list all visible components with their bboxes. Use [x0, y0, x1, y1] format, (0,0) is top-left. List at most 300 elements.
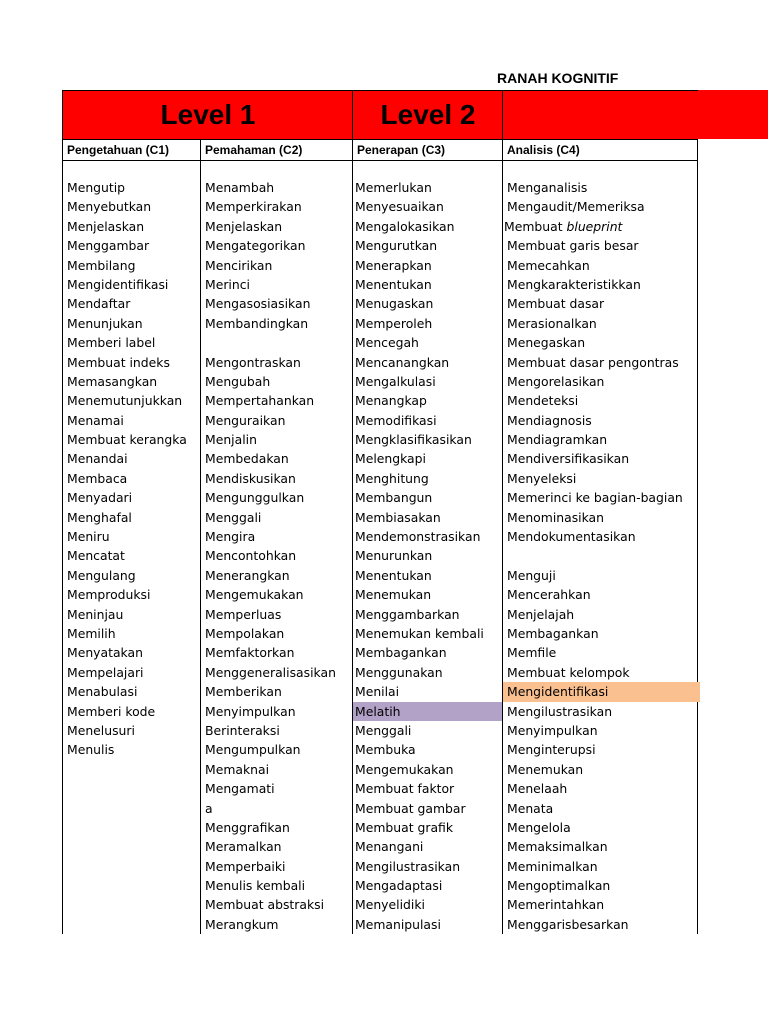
- list-item-text: Mendiskusikan: [205, 470, 296, 486]
- list-item-text: Memproduksi: [67, 587, 151, 603]
- list-item: [67, 333, 197, 352]
- list-item-text: Menemukan kembali: [355, 625, 484, 641]
- list-item: [355, 624, 502, 643]
- list-item: [503, 779, 698, 798]
- list-item-text: a: [205, 800, 213, 816]
- list-item: [355, 643, 502, 662]
- list-item: [205, 566, 350, 585]
- verb-list-c1: [67, 178, 197, 760]
- list-item-text: Mengategorikan: [205, 238, 306, 254]
- list-item: [355, 818, 502, 837]
- list-item: [355, 857, 502, 876]
- list-item: [205, 799, 350, 818]
- list-item-text: Menemukan: [355, 587, 432, 603]
- list-item-text: Mencegah: [355, 335, 419, 351]
- list-item-text: Menyimpulkan: [205, 703, 296, 719]
- list-item-text: Menelaah: [507, 781, 568, 797]
- list-item: [205, 915, 350, 934]
- list-item-text: Memperluas: [205, 606, 282, 622]
- sheet-title: RANAH KOGNITIF: [497, 70, 619, 86]
- border-top: [62, 90, 698, 91]
- list-item-text: Mengubah: [205, 373, 271, 389]
- list-item-text: Memaknai: [205, 761, 270, 777]
- list-item: [205, 760, 350, 779]
- list-item-text: Merinci: [205, 276, 250, 292]
- list-item: [503, 391, 698, 410]
- list-item: [355, 566, 502, 585]
- list-item: [503, 857, 698, 876]
- list-item-text: Membuat dasar pengontras: [507, 354, 679, 370]
- list-item: [67, 372, 197, 391]
- list-item: [205, 314, 350, 333]
- list-item-text: Meramalkan: [205, 839, 282, 855]
- list-item-text: Menggali: [355, 722, 412, 738]
- list-item-text: Mengasosiasikan: [205, 296, 311, 312]
- column-header-c3: Penerapan (C3): [357, 143, 446, 157]
- list-item-text: Mengumpulkan: [205, 742, 301, 758]
- list-item: [355, 411, 502, 430]
- list-item-text: Menunjukan: [67, 315, 143, 331]
- list-item-text: Mengidentifikasi: [67, 276, 169, 292]
- list-item-text: Membuat indeks: [67, 354, 170, 370]
- list-item: [355, 178, 502, 197]
- list-item: [205, 449, 350, 468]
- list-item-text: Menurunkan: [355, 548, 433, 564]
- list-item-text: Membilang: [67, 257, 136, 273]
- list-item: [205, 818, 350, 837]
- column-header-c1: Pengetahuan (C1): [67, 143, 170, 157]
- list-item: [503, 876, 698, 895]
- list-item: [67, 605, 197, 624]
- list-item: [67, 527, 197, 546]
- list-item: [205, 702, 350, 721]
- list-item-text: Membuat gambar: [355, 800, 466, 816]
- list-item-text: Menandai: [67, 451, 128, 467]
- list-item: [355, 353, 502, 372]
- list-item: [355, 837, 502, 856]
- list-item: [355, 760, 502, 779]
- list-item-text: Menabulasi: [67, 684, 138, 700]
- list-item-text: Merangkum: [205, 916, 279, 932]
- list-item: [355, 314, 502, 333]
- list-item: [205, 624, 350, 643]
- list-item: [503, 566, 698, 585]
- list-item: [67, 294, 197, 313]
- list-item-text: Memasangkan: [67, 373, 158, 389]
- list-item-text: Membuat garis besar: [507, 238, 639, 254]
- list-item-text: Menominasikan: [507, 509, 605, 525]
- list-item-text: Mempelajari: [67, 664, 144, 680]
- list-item-text: Membiasakan: [355, 509, 441, 525]
- list-item-text: Menegaskan: [507, 335, 586, 351]
- list-item: [355, 256, 502, 275]
- level-2-header: Level 2: [380, 98, 476, 130]
- list-item: [205, 372, 350, 391]
- list-item-text: Menyeleksi: [507, 470, 577, 486]
- list-item-text: Memperkirakan: [205, 199, 302, 215]
- italic-term: blueprint: [566, 218, 623, 234]
- list-item: [205, 857, 350, 876]
- list-item: [355, 469, 502, 488]
- list-item: [503, 740, 698, 759]
- list-item-text: Menambah: [205, 180, 275, 195]
- border-left: [62, 90, 63, 934]
- list-item-text: Mengulang: [67, 567, 136, 583]
- list-item-text: Mendemonstrasikan: [355, 529, 481, 545]
- list-item: [503, 760, 698, 779]
- list-item: [355, 197, 502, 216]
- column-header-c2: Pemahaman (C2): [205, 143, 303, 157]
- list-item-text: Memerinci ke bagian-bagian: [507, 490, 683, 506]
- list-item: [205, 837, 350, 856]
- list-item: [503, 702, 698, 721]
- list-item: [503, 430, 698, 449]
- level-1-header: Level 1: [160, 98, 256, 130]
- list-item-text: Menangani: [355, 839, 424, 855]
- list-item: [205, 411, 350, 430]
- list-item-text: Membedakan: [205, 451, 289, 467]
- list-item: [503, 449, 698, 468]
- list-item: [205, 605, 350, 624]
- list-item: [67, 566, 197, 585]
- list-item-text: Menggarisbesarkan: [507, 916, 629, 932]
- border-header-bottom: [62, 160, 698, 161]
- list-item-text: Mengaudit/Memeriksa: [507, 199, 645, 215]
- list-item-text: Menjelaskan: [67, 218, 145, 234]
- list-item: [355, 527, 502, 546]
- list-item-text: Mempertahankan: [205, 393, 315, 409]
- list-item: [355, 779, 502, 798]
- list-item-text: Memfaktorkan: [205, 645, 295, 661]
- list-item-text: Mencirikan: [205, 257, 273, 273]
- list-item: [205, 197, 350, 216]
- list-item-text: Meminimalkan: [507, 858, 598, 874]
- list-item: [503, 411, 698, 430]
- list-item-text: Menggrafikan: [205, 819, 290, 835]
- list-item-text: Memerlukan: [355, 180, 432, 195]
- list-item-text: Memaksimalkan: [507, 839, 608, 855]
- list-item-text: Menguraikan: [205, 412, 286, 428]
- list-item: [503, 818, 698, 837]
- divider-c1-c2: [200, 139, 201, 934]
- list-item: [355, 333, 502, 352]
- list-item-text: Mengalkulasi: [355, 373, 436, 389]
- list-item: [67, 488, 197, 507]
- list-item-text: Membandingkan: [205, 315, 309, 331]
- list-item: [67, 353, 197, 372]
- list-item: [503, 353, 698, 372]
- list-item-text: Mencatat: [67, 548, 125, 564]
- list-item-text: Mengoptimalkan: [507, 878, 611, 894]
- list-item: [205, 178, 350, 197]
- list-item-text: Mencontohkan: [205, 548, 297, 564]
- list-item: [205, 469, 350, 488]
- list-item: [67, 178, 197, 197]
- list-item: [205, 721, 350, 740]
- list-item: [205, 294, 350, 313]
- list-item-text: Membuka: [355, 742, 416, 758]
- list-item-text: Membuat kelompok: [507, 664, 630, 680]
- list-item-text: Menerangkan: [205, 567, 290, 583]
- list-item-text: Meninjau: [67, 606, 124, 622]
- list-item: [67, 624, 197, 643]
- list-item-text: Memodifikasi: [355, 412, 437, 428]
- list-item-text: Mengelola: [507, 819, 571, 835]
- list-item-text: Mendaftar: [67, 296, 131, 312]
- list-item: [67, 449, 197, 468]
- list-item: [355, 294, 502, 313]
- list-item-text: Mempolakan: [205, 625, 285, 641]
- list-item: [355, 508, 502, 527]
- list-item: [67, 391, 197, 410]
- list-item: [205, 895, 350, 914]
- list-item-text: Menentukan: [355, 567, 432, 583]
- list-item: [503, 469, 698, 488]
- list-item-text: Melengkapi: [355, 451, 426, 467]
- list-item: [205, 876, 350, 895]
- list-item-text: Mengurutkan: [355, 238, 438, 254]
- list-item: [355, 372, 502, 391]
- list-item-text: Menghafal: [67, 509, 132, 525]
- list-item-text: Mengutip: [67, 180, 126, 195]
- list-item: [355, 721, 502, 740]
- list-item-text: Membaca: [67, 470, 128, 486]
- list-item: [205, 682, 350, 701]
- list-item-text: Menyimpulkan: [507, 722, 598, 738]
- list-item-text: Membuat dasar: [507, 296, 605, 312]
- list-item: [500, 217, 698, 236]
- list-item: [503, 915, 698, 934]
- list-item: [503, 333, 698, 352]
- list-item-text: Membuat faktor: [355, 781, 455, 797]
- list-item: [503, 799, 698, 818]
- verb-list-c3: [355, 178, 502, 934]
- list-item: [503, 624, 698, 643]
- list-item: [503, 546, 698, 565]
- list-item: [503, 585, 698, 604]
- list-item-text: Mengira: [205, 529, 256, 545]
- list-item-text: Menyelidiki: [355, 897, 425, 913]
- divider-c2-c3: [352, 90, 353, 934]
- list-item-text: Menyadari: [67, 490, 133, 506]
- list-item-text: Membagankan: [507, 625, 599, 641]
- list-item-text: Mengalokasikan: [355, 218, 455, 234]
- list-item: [205, 643, 350, 662]
- list-item: [205, 275, 350, 294]
- list-item-text: Memecahkan: [507, 257, 590, 273]
- list-item: [67, 721, 197, 740]
- list-item: [355, 546, 502, 565]
- list-item-text: Memerintahkan: [507, 897, 605, 913]
- list-item-text: Menjelajah: [507, 606, 575, 622]
- list-item: [205, 256, 350, 275]
- list-item-text: Mengklasifikasikan: [355, 432, 472, 448]
- list-item: [503, 236, 698, 255]
- list-item-text: Menyatakan: [67, 645, 143, 661]
- list-item-text: Menggali: [205, 509, 262, 525]
- list-item: [503, 294, 698, 313]
- list-item-text: Mengilustrasikan: [507, 703, 613, 719]
- list-item-text: Menganalisis: [507, 180, 588, 195]
- list-item-text: Menamai: [67, 412, 124, 428]
- list-item: [67, 508, 197, 527]
- list-item-text: Menghitung: [355, 470, 429, 486]
- list-item: [205, 779, 350, 798]
- list-item: [67, 430, 197, 449]
- list-item: [355, 391, 502, 410]
- list-item: [67, 740, 197, 759]
- list-item: [355, 275, 502, 294]
- list-item-text: Menulis: [67, 742, 115, 758]
- list-item-text: Mengadaptasi: [355, 878, 443, 894]
- list-item: [205, 585, 350, 604]
- list-item-text: Berinteraksi: [205, 722, 280, 738]
- list-item-text: Mengamati: [205, 781, 275, 797]
- list-item-text: Mendiagnosis: [507, 412, 592, 428]
- list-item: [355, 682, 502, 701]
- list-item: [205, 740, 350, 759]
- list-item-text: Menyesuaikan: [355, 199, 444, 215]
- list-item-text: Menata: [507, 800, 554, 816]
- list-item-text: Mengontraskan: [205, 354, 301, 370]
- list-item: [67, 217, 197, 236]
- list-item-text: Mengemukakan: [205, 587, 304, 603]
- list-item-text: Membuat: [504, 218, 563, 234]
- list-item: [67, 682, 197, 701]
- list-item: [205, 527, 350, 546]
- column-header-c4: Analisis (C4): [507, 143, 580, 157]
- verb-list-c2: [205, 178, 350, 934]
- list-item-text: Menemutunjukkan: [67, 393, 183, 409]
- list-item: [503, 508, 698, 527]
- list-item: [503, 721, 698, 740]
- list-item-text: Menentukan: [355, 276, 432, 292]
- list-item-text: Membuat abstraksi: [205, 897, 325, 913]
- list-item: [355, 449, 502, 468]
- list-item: [503, 643, 698, 662]
- list-item: [67, 256, 197, 275]
- list-item-text: Menginterupsi: [507, 742, 596, 758]
- list-item-text: Memilih: [67, 625, 116, 641]
- list-item: [503, 682, 700, 701]
- list-item-text: Mengkarakteristikkan: [507, 276, 641, 292]
- list-item-text: Memfile: [507, 645, 557, 661]
- list-item-text: Menguji: [507, 567, 556, 583]
- list-item: [355, 915, 502, 934]
- list-item-text: Mengorelasikan: [507, 373, 605, 389]
- list-item-text: Membagankan: [355, 645, 447, 661]
- list-item-text: Membangun: [355, 490, 433, 506]
- list-item-text: Melatih: [355, 703, 401, 719]
- list-item: [503, 256, 698, 275]
- list-item: [67, 469, 197, 488]
- list-item: [67, 275, 197, 294]
- list-item: [205, 508, 350, 527]
- list-item: [503, 837, 698, 856]
- list-item-text: Mengemukakan: [355, 761, 454, 777]
- list-item: [205, 488, 350, 507]
- list-item-text: Mengilustrasikan: [355, 858, 461, 874]
- list-item: [503, 488, 698, 507]
- list-item: [355, 236, 502, 255]
- list-item: [503, 895, 698, 914]
- list-item: [205, 546, 350, 565]
- list-item-text: Menggambar: [67, 238, 150, 254]
- list-item: [503, 372, 698, 391]
- list-item: [503, 275, 698, 294]
- list-item-text: Menulis kembali: [205, 878, 306, 894]
- list-item-text: Menggeneralisasikan: [205, 664, 336, 680]
- list-item-text: Menjelaskan: [205, 218, 283, 234]
- list-item-text: Menemukan: [507, 761, 584, 777]
- list-item: [205, 333, 350, 352]
- list-item: [67, 702, 197, 721]
- list-item-text: Membuat kerangka: [67, 432, 187, 448]
- list-item-text: Mendeteksi: [507, 393, 579, 409]
- list-item: [353, 702, 502, 721]
- list-item-text: Mengunggulkan: [205, 490, 305, 506]
- list-item: [503, 314, 698, 333]
- list-item-text: Menggambarkan: [355, 606, 460, 622]
- list-item-text: Menjalin: [205, 432, 257, 448]
- list-item: [205, 391, 350, 410]
- list-item-text: Memperbaiki: [205, 858, 286, 874]
- list-item: [355, 663, 502, 682]
- list-item-text: Memanipulasi: [355, 916, 441, 932]
- list-item-text: Menilai: [355, 684, 400, 700]
- list-item: [355, 217, 502, 236]
- list-item: [67, 197, 197, 216]
- list-item-text: Memberikan: [205, 684, 282, 700]
- list-item: [355, 430, 502, 449]
- list-item-text: Membuat grafik: [355, 819, 454, 835]
- list-item: [67, 585, 197, 604]
- list-item: [355, 740, 502, 759]
- list-item: [355, 585, 502, 604]
- list-item: [67, 411, 197, 430]
- list-item: [503, 197, 698, 216]
- list-item: [503, 663, 698, 682]
- list-item: [67, 546, 197, 565]
- list-item: [355, 895, 502, 914]
- list-item: [67, 663, 197, 682]
- list-item-text: Mendiagramkan: [507, 432, 608, 448]
- list-item-text: Mengidentifikasi: [507, 684, 609, 700]
- list-item: [205, 353, 350, 372]
- list-item: [355, 605, 502, 624]
- list-item: [503, 178, 698, 197]
- list-item: [205, 663, 350, 682]
- list-item: [67, 236, 197, 255]
- list-item: [67, 643, 197, 662]
- list-item-text: Menerapkan: [355, 257, 432, 273]
- list-item: [205, 236, 350, 255]
- list-item-text: Menggunakan: [355, 664, 443, 680]
- list-item-text: Memberi kode: [67, 703, 156, 719]
- list-item-text: Mendokumentasikan: [507, 529, 636, 545]
- list-item-text: Mendiversifikasikan: [507, 451, 630, 467]
- list-item-text: Menangkap: [355, 393, 427, 409]
- list-item: [355, 876, 502, 895]
- list-item-text: Menyebutkan: [67, 199, 152, 215]
- list-item-text: Memberi label: [67, 335, 156, 351]
- list-item-text: Mencanangkan: [355, 354, 450, 370]
- list-item: [503, 605, 698, 624]
- list-item: [205, 217, 350, 236]
- list-item: [355, 488, 502, 507]
- list-item: [205, 430, 350, 449]
- list-item-text: Meniru: [67, 529, 110, 545]
